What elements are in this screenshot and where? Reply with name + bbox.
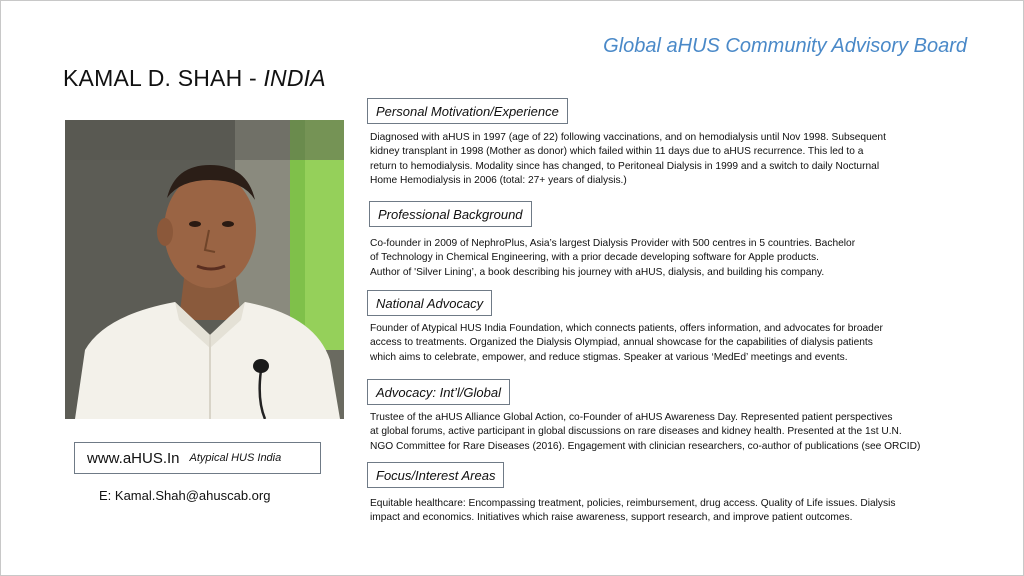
- section-text-personal-motivation: [370, 131, 1000, 189]
- text-line: access to treatments. Organized the Dialysis Olympiad, annual showcase for the capabilities of dialysis patients: [370, 337, 873, 349]
- section-label-focus-areas: Focus/Interest Areas: [367, 462, 504, 488]
- text-line: impact and economics. Initiatives which raise awareness, support research, and improve patient outcomes.: [370, 512, 853, 524]
- text-line: Author of 'Silver Lining’, a book describing his journey with aHUS, dialysis, and building his company.: [370, 266, 825, 278]
- text-line: at global forums, active participant in global discussions on rare diseases and kidney health. Presented at the 1st U.N.: [370, 426, 902, 438]
- section-label-professional-background: Professional Background: [369, 201, 532, 227]
- organization-name: Atypical HUS India: [189, 452, 282, 464]
- email-address[interactable]: E: Kamal.Shah@ahuscab.org: [99, 488, 271, 503]
- board-title: Global aHUS Community Advisory Board: [603, 35, 967, 57]
- section-label-national-advocacy: National Advocacy: [367, 290, 492, 316]
- person-name: [63, 65, 326, 92]
- portrait-photo: [65, 120, 344, 419]
- person-name-text: KAMAL D. SHAH -: [63, 65, 264, 91]
- text-line: which aims to celebrate, empower, and reduce stigmas. Speaker at various ‘MedEd’ meetings and events.: [370, 351, 848, 363]
- text-line: Diagnosed with aHUS in 1997 (age of 22) following vaccinations, and on hemodialysis until Nov 1998. Subsequent: [370, 132, 886, 143]
- text-line: NGO Committee for Rare Diseases (2016). Engagement with clinician researchers, co-author of publications (see ORCID): [370, 440, 921, 452]
- section-text-national-advocacy: [370, 322, 1000, 365]
- text-line: Co-founder in 2009 of NephroPlus, Asia’s largest Dialysis Provider with 500 centres in 5 countries. Bachelor: [370, 238, 856, 249]
- text-line: Home Hemodialysis in 2006 (total: 27+ years of dialysis.): [370, 175, 627, 187]
- website-link[interactable]: www.aHUS.In: [87, 449, 180, 467]
- text-line: Equitable healthcare: Encompassing treatment, policies, reimbursement, drug access. Quality of Life issues. Dialysis: [370, 498, 896, 509]
- text-line: return to hemodialysis. Modality since has changed, to Peritoneal Dialysis in 1999 and a switch to daily Nocturnal: [370, 160, 880, 172]
- person-country: INDIA: [263, 65, 326, 91]
- text-line: of Technology in Chemical Engineering, with a prior decade developing software for Apple products.: [370, 252, 819, 264]
- text-line: kidney transplant in 1998 (Mother as donor) which failed within 11 days due to aHUS recurrence. This led to a: [370, 146, 864, 158]
- text-line: Founder of Atypical HUS India Foundation, which connects patients, offers information, and advocates for broader: [370, 323, 883, 334]
- section-text-focus-areas: [370, 497, 1000, 526]
- text-line: Trustee of the aHUS Alliance Global Action, co-Founder of aHUS Awareness Day. Represented patient perspectives: [370, 412, 893, 423]
- website-box: [74, 442, 321, 474]
- section-text-professional-background: [370, 237, 1000, 280]
- section-label-personal-motivation: Personal Motivation/Experience: [367, 98, 568, 124]
- section-label-international-advocacy: Advocacy: Int’l/Global: [367, 379, 510, 405]
- section-text-international-advocacy: [370, 411, 1000, 454]
